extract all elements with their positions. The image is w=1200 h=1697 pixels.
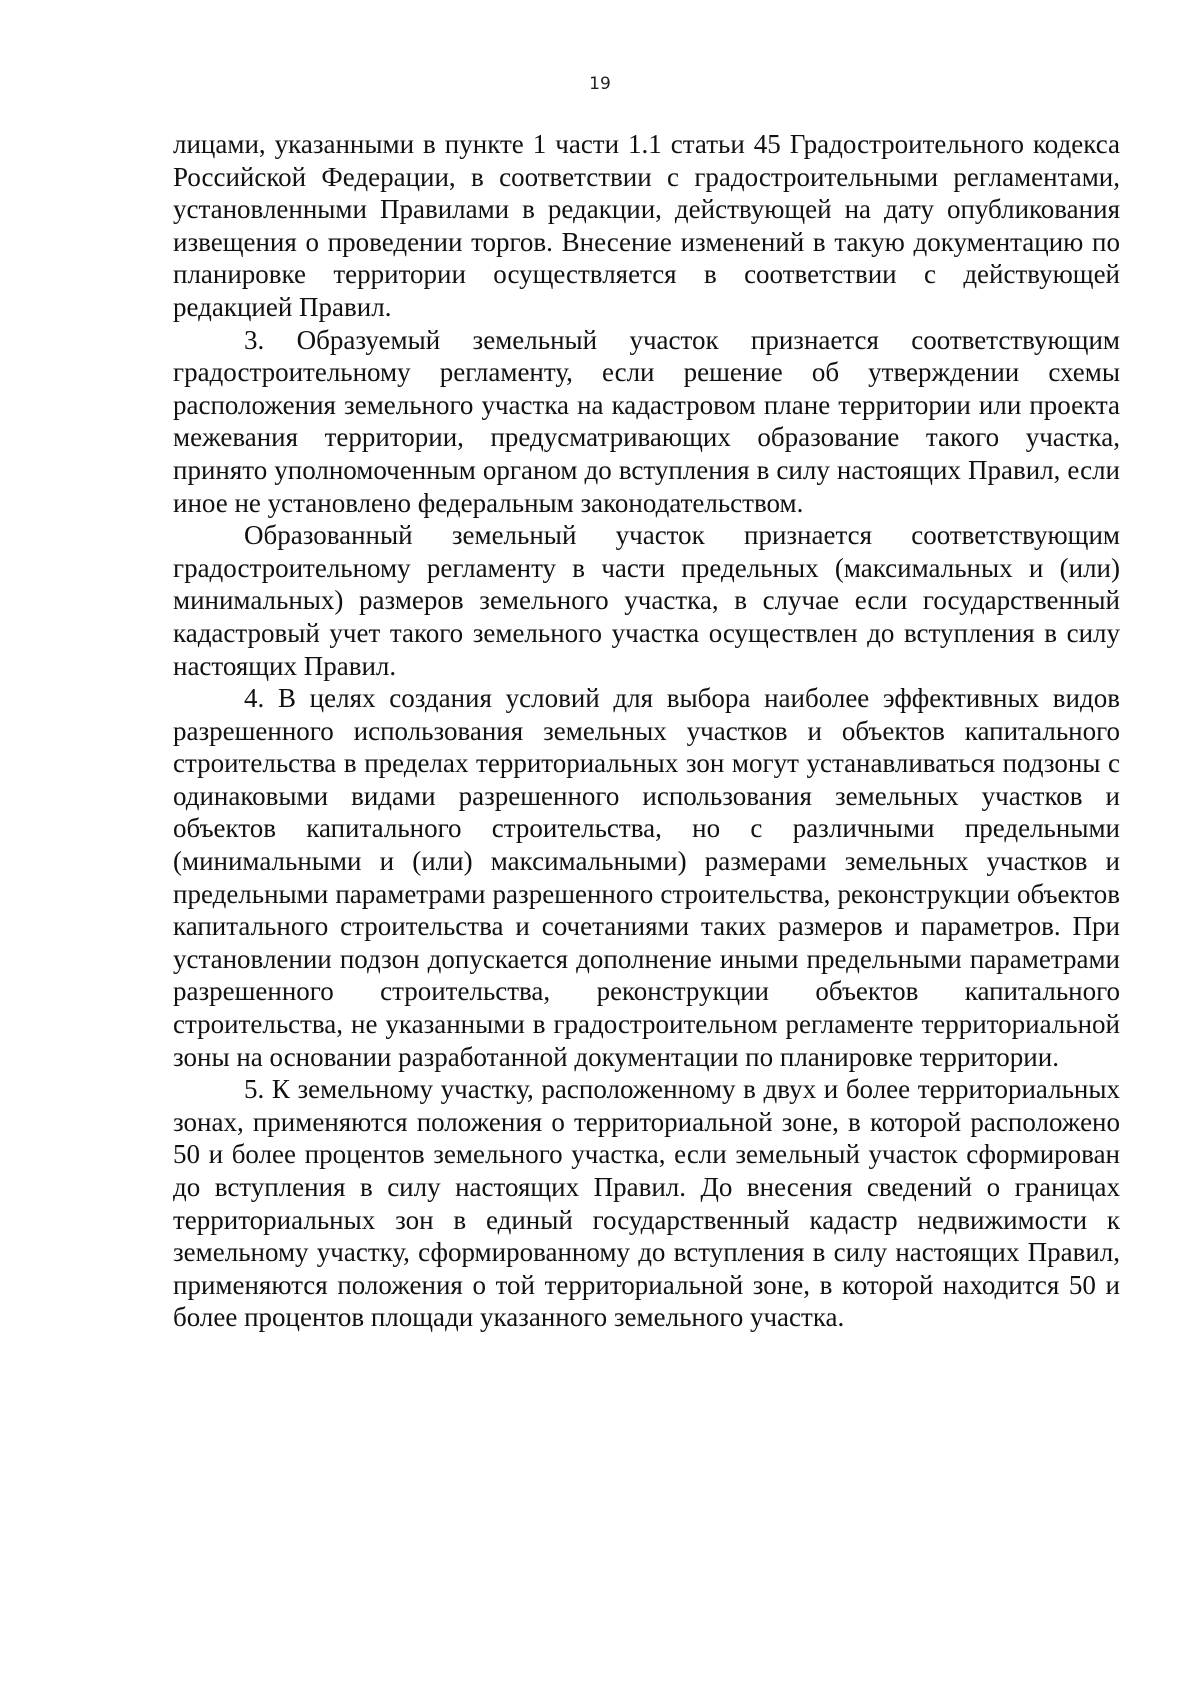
paragraph-formed-plot: Образованный земельный участок признается соответствующим градостроительному регламенту в части предельных (максимальных и (или) минимальных) размеров земельного участка, в случае если государственный кадастровый учет такого земельного участка осуществлен до вступления в силу настоящих Правил. — [173, 520, 1120, 681]
paragraph-item-5: 5. К земельному участку, расположенному в двух и более территориальных зонах, применяются положения о территориальной зоне, в которой расположено 50 и более процентов земельного участка, если земельный участок сформирован до вступления в силу настоящих Правил. До внесения сведений о границах территориальных зон в единый государственный кадастр недвижимости к земельному участку, сформированному до вступления в силу настоящих Правил, применяются положения о той территориальной зоне, в которой находится 50 и более процентов площади указанного земельного участка. — [173, 1074, 1120, 1333]
paragraph-item-4: 4. В целях создания условий для выбора наиболее эффективных видов разрешенного использования земельных участков и объектов капитального строительства в пределах территориальных зон могут устанавливаться подзоны с одинаковыми видами разрешенного использования земельных участков и объектов капитального строительства, но с различными предельными (минимальными и (или) максимальными) размерами земельных участков и предельными параметрами разрешенного строительства, реконструкции объектов капитального строительства и сочетаниями таких размеров и параметров. При установлении подзон допускается дополнение иными предельными параметрами разрешенного строительства, реконструкции объектов капитального строительства, не указанными в градостроительном регламенте территориальной зоны на основании разработанной документации по планировке территории. — [173, 683, 1120, 1072]
document-body — [173, 128, 1120, 1334]
page-number: 19 — [589, 74, 611, 94]
paragraph-item-3: 3. Образуемый земельный участок признается соответствующим градостроительному регламенту, если решение об утверждении схемы расположения земельного участка на кадастровом плане территории или проекта межевания территории, предусматривающих образование такого участка, принято уполномоченным органом до вступления в силу настоящих Правил, если иное не установлено федеральным законодательством. — [173, 324, 1120, 518]
paragraph-continuation: лицами, указанными в пункте 1 части 1.1 статьи 45 Градостроительного кодекса Российской Федерации, в соответствии с градостроительными регламентами, установленными Правилами в редакции, действующей на дату опубликования извещения о проведении торгов. Внесение изменений в такую документацию по планировке территории осуществляется в соответствии с действующей редакцией Правил. — [173, 129, 1120, 322]
